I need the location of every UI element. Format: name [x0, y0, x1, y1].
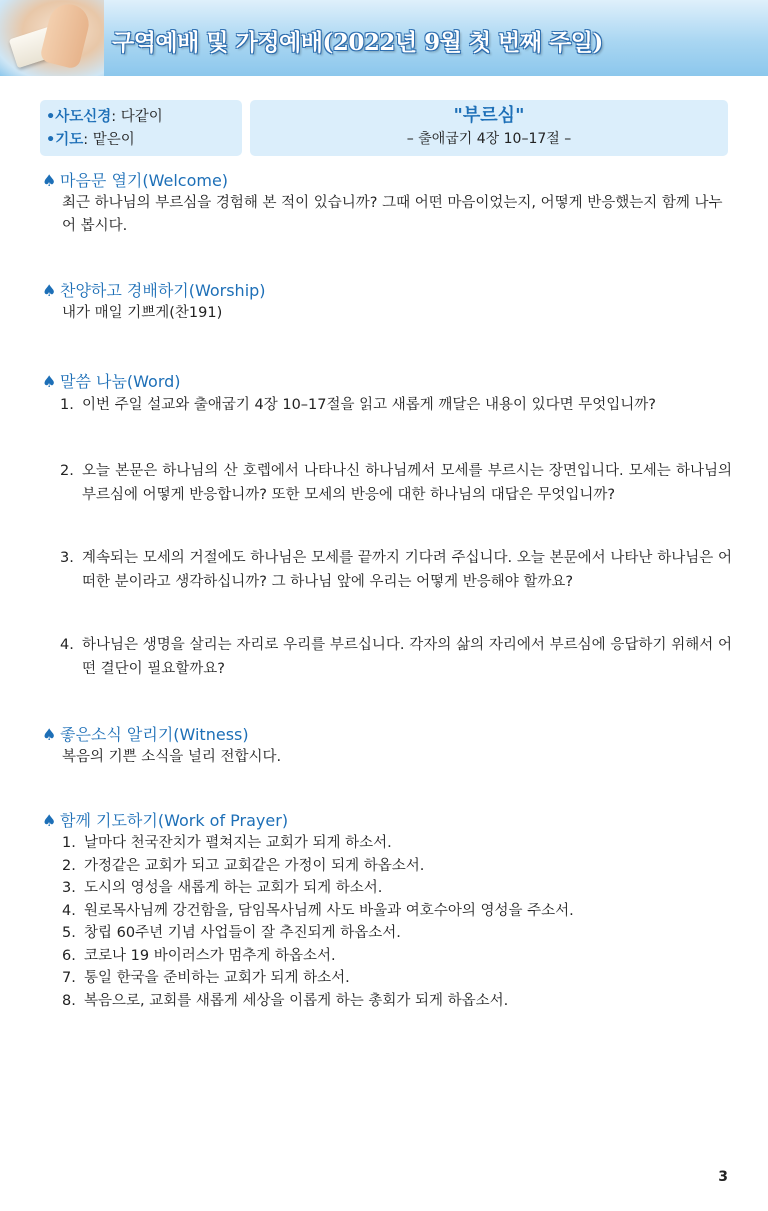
spade-icon: ♠	[42, 372, 57, 391]
witness-heading: 좋은소식 알리기(Witness)	[60, 725, 249, 744]
worship-text: 내가 매일 기쁘게(찬191)	[62, 305, 223, 321]
question-item	[60, 633, 732, 681]
item-number: 1.	[62, 835, 76, 851]
sermon-title: "부르심"	[453, 105, 525, 126]
creed-value: : 다같이	[111, 109, 163, 125]
question-number: 4.	[60, 637, 74, 653]
witness-text: 복음의 기쁜 소식을 널리 전합시다.	[62, 749, 282, 765]
item-text: 도시의 영성을 새롭게 하는 교회가 되게 하소서.	[84, 880, 383, 896]
section-welcome	[42, 170, 732, 238]
item-text: 가정같은 교회가 되고 교회같은 가정이 되게 하옵소서.	[84, 857, 425, 874]
spade-icon: ♠	[42, 281, 57, 300]
worship-heading: 찬양하고 경배하기(Worship)	[60, 281, 266, 300]
page-title: 구역예배 및 가정예배(2022년 9월 첫 번째 주일)	[112, 29, 603, 56]
item-number: 5.	[62, 925, 76, 941]
list-item	[42, 877, 732, 900]
list-item	[42, 967, 732, 990]
spade-icon: ♠	[42, 811, 57, 830]
section-heading	[42, 724, 732, 746]
question-number: 1.	[60, 397, 74, 413]
scripture-reference: – 출애굽기 4장 10–17절 –	[406, 131, 572, 147]
question-item	[60, 459, 732, 507]
list-item	[42, 922, 732, 945]
item-text: 코로나 19 바이러스가 멈추게 하옵소서.	[84, 947, 336, 964]
item-text: 창립 60주년 기념 사업들이 잘 추진되게 하옵소서.	[84, 925, 401, 941]
prayer-heading: 함께 기도하기(Work of Prayer)	[60, 811, 289, 830]
item-text: 날마다 천국잔치가 펼쳐지는 교회가 되게 하소서.	[84, 835, 392, 851]
question-number: 3.	[60, 550, 74, 566]
item-number: 7.	[62, 970, 76, 986]
item-number: 8.	[62, 992, 76, 1009]
welcome-heading: 마음문 열기(Welcome)	[60, 171, 229, 190]
prayer-line	[46, 129, 242, 152]
section-word	[42, 371, 732, 393]
question-text: 이번 주일 설교와 출애굽기 4장 10–17절을 읽고 새롭게 깨달은 내용이 있다면 무엇입니까?	[82, 397, 657, 413]
welcome-text: 최근 하나님의 부르심을 경험해 본 적이 있습니까? 그때 어떤 마음이었는지, 어떻게 반응했는지 함께 나누어 봅시다.	[62, 195, 723, 234]
word-heading: 말씀 나눔(Word)	[60, 372, 181, 391]
prayer-list	[42, 832, 732, 1012]
section-worship	[42, 280, 732, 325]
header-banner	[0, 0, 768, 76]
bible-prayer-photo	[0, 0, 104, 76]
item-text: 통일 한국을 준비하는 교회가 되게 하소서.	[84, 970, 350, 986]
item-number: 2.	[62, 857, 76, 874]
prayer-label: •기도	[46, 132, 84, 148]
prayer-value: : 맡은이	[83, 132, 135, 148]
list-item	[42, 900, 732, 923]
creed-line	[46, 106, 242, 129]
item-text: 복음으로, 교회를 새롭게 세상을 이롭게 하는 총회가 되게 하옵소서.	[84, 992, 509, 1009]
list-item	[42, 990, 732, 1013]
section-witness	[42, 724, 732, 769]
question-text: 하나님은 생명을 살리는 자리로 우리를 부르십니다. 각자의 삶의 자리에서 부르심에 응답하기 위해서 어떤 결단이 필요할까요?	[82, 637, 732, 677]
item-number: 6.	[62, 947, 76, 964]
section-heading	[42, 170, 732, 192]
question-item	[60, 546, 732, 594]
question-text: 오늘 본문은 하나님의 산 호렙에서 나타나신 하나님께서 모세를 부르시는 장면입니다. 모세는 하나님의 부르심에 어떻게 반응합니까? 또한 모세의 반응에 대한 하나님의 대답은 무엇입니까?	[82, 463, 732, 503]
section-heading	[42, 371, 732, 393]
sermon-box	[250, 100, 728, 156]
praying-hand-icon	[39, 0, 93, 70]
spade-icon: ♠	[42, 171, 57, 190]
creed-label: •사도신경	[46, 109, 112, 125]
list-item	[42, 832, 732, 855]
list-item	[42, 855, 732, 878]
service-info-box	[40, 100, 242, 156]
question-number: 2.	[60, 463, 74, 479]
item-text: 원로목사님께 강건함을, 담임목사님께 사도 바울과 여호수아의 영성을 주소서.	[84, 902, 574, 919]
list-item	[42, 945, 732, 968]
section-heading	[42, 810, 732, 832]
question-text: 계속되는 모세의 거절에도 하나님은 모세를 끝까지 기다려 주십니다. 오늘 본문에서 나타난 하나님은 어떠한 분이라고 생각하십니까? 그 하나님 앞에 우리는 어떻게 반응해야 할까요?	[82, 550, 732, 590]
section-prayer	[42, 810, 732, 1012]
item-number: 4.	[62, 902, 76, 919]
question-item	[60, 393, 732, 417]
spade-icon: ♠	[42, 725, 57, 744]
page-number: 3	[718, 1169, 728, 1185]
section-heading	[42, 280, 732, 302]
item-number: 3.	[62, 880, 76, 896]
